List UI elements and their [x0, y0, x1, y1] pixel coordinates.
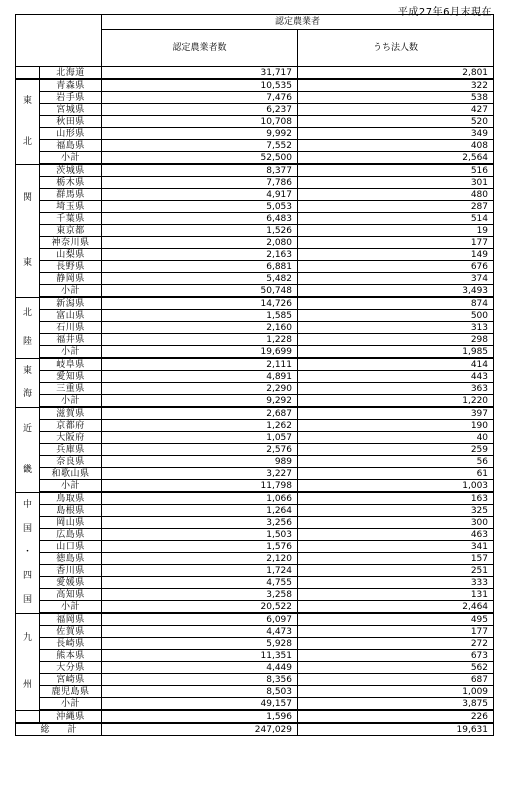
prefecture-name: 鹿児島県	[40, 686, 102, 698]
corporation-count: 516	[298, 164, 494, 177]
prefecture-name: 愛媛県	[40, 577, 102, 589]
certified-farmer-count: 8,356	[102, 674, 298, 686]
prefecture-name: 埼玉県	[40, 201, 102, 213]
certified-farmers-table	[15, 14, 494, 736]
prefecture-name: 大阪府	[40, 432, 102, 444]
prefecture-name: 長野県	[40, 261, 102, 273]
table-row	[16, 383, 494, 395]
certified-farmer-count: 1,526	[102, 225, 298, 237]
certified-farmer-count: 8,503	[102, 686, 298, 698]
prefecture-name: 山形県	[40, 128, 102, 140]
table-row	[16, 710, 494, 723]
certified-farmer-count: 10,708	[102, 116, 298, 128]
region-char: 国	[22, 523, 32, 534]
prefecture-name: 沖縄県	[40, 710, 102, 723]
table-row	[16, 164, 494, 177]
region-label	[16, 79, 40, 164]
corporation-count: 1,985	[298, 346, 494, 359]
region-label	[16, 407, 40, 492]
corporation-count: 874	[298, 297, 494, 310]
table-row	[16, 152, 494, 165]
prefecture-name: 長崎県	[40, 638, 102, 650]
region-label	[16, 67, 40, 80]
table-row	[16, 67, 494, 80]
table-row	[16, 92, 494, 104]
corporation-count: 349	[298, 128, 494, 140]
certified-farmer-count: 6,097	[102, 613, 298, 626]
certified-farmer-count: 2,111	[102, 358, 298, 371]
table-row	[16, 468, 494, 480]
prefecture-name: 香川県	[40, 565, 102, 577]
region-label	[16, 613, 40, 710]
table-row	[16, 480, 494, 493]
prefecture-name: 千葉県	[40, 213, 102, 225]
table-row	[16, 79, 494, 92]
region-char: 州	[22, 680, 32, 690]
certified-farmer-count: 50,748	[102, 285, 298, 298]
prefecture-name: 青森県	[40, 79, 102, 92]
corporation-count: 61	[298, 468, 494, 480]
corporation-count: 157	[298, 553, 494, 565]
certified-farmer-count: 1,057	[102, 432, 298, 444]
corporation-count: 463	[298, 529, 494, 541]
prefecture-name: 茨城県	[40, 164, 102, 177]
grand-total-row	[16, 723, 494, 736]
corporation-count: 427	[298, 104, 494, 116]
certified-farmer-count: 4,917	[102, 189, 298, 201]
corporation-count: 287	[298, 201, 494, 213]
region-char: 海	[22, 389, 32, 399]
region-char: 四	[22, 571, 32, 582]
table-row	[16, 613, 494, 626]
corporation-count: 1,003	[298, 480, 494, 493]
table-row	[16, 565, 494, 577]
table-row	[16, 285, 494, 298]
prefecture-name: 山梨県	[40, 249, 102, 261]
corporation-count: 2,564	[298, 152, 494, 165]
certified-farmer-count: 3,256	[102, 517, 298, 529]
certified-farmer-count: 7,786	[102, 177, 298, 189]
prefecture-name: 島根県	[40, 505, 102, 517]
table-row	[16, 529, 494, 541]
corporation-count: 177	[298, 237, 494, 249]
table-row	[16, 492, 494, 505]
prefecture-name: 山口県	[40, 541, 102, 553]
certified-farmer-count: 1,576	[102, 541, 298, 553]
certified-farmer-count: 7,476	[102, 92, 298, 104]
corporation-count: 272	[298, 638, 494, 650]
subtotal-label: 小計	[40, 152, 102, 165]
certified-farmer-count: 9,292	[102, 395, 298, 408]
corporation-count: 251	[298, 565, 494, 577]
corporation-count: 363	[298, 383, 494, 395]
certified-farmer-count: 2,160	[102, 322, 298, 334]
subtotal-label: 小計	[40, 698, 102, 711]
corporation-count: 325	[298, 505, 494, 517]
region-label	[16, 358, 40, 407]
subtotal-label: 小計	[40, 285, 102, 298]
table-row	[16, 541, 494, 553]
table-row	[16, 249, 494, 261]
prefecture-name: 宮崎県	[40, 674, 102, 686]
prefecture-name: 群馬県	[40, 189, 102, 201]
corporation-count: 538	[298, 92, 494, 104]
region-char: 中	[22, 500, 32, 511]
prefecture-name: 神奈川県	[40, 237, 102, 249]
corporation-count: 177	[298, 626, 494, 638]
table-row	[16, 310, 494, 322]
certified-farmer-count: 6,483	[102, 213, 298, 225]
corporation-count: 500	[298, 310, 494, 322]
prefecture-name: 福岡県	[40, 613, 102, 626]
prefecture-name: 岡山県	[40, 517, 102, 529]
certified-farmer-count: 6,237	[102, 104, 298, 116]
corporation-count: 374	[298, 273, 494, 285]
certified-farmer-count: 49,157	[102, 698, 298, 711]
region-char: 国	[22, 594, 32, 605]
table-row	[16, 638, 494, 650]
certified-farmer-count: 9,992	[102, 128, 298, 140]
corporation-count: 414	[298, 358, 494, 371]
corporation-count: 1,009	[298, 686, 494, 698]
prefecture-name: 東京都	[40, 225, 102, 237]
region-char: 東	[22, 366, 32, 376]
table-row	[16, 213, 494, 225]
table-row	[16, 177, 494, 189]
prefecture-name: 宮城県	[40, 104, 102, 116]
table-body	[16, 67, 494, 736]
prefecture-name: 岐阜県	[40, 358, 102, 371]
corporation-count: 2,801	[298, 67, 494, 80]
certified-farmer-count: 11,351	[102, 650, 298, 662]
region-char: 東	[22, 258, 32, 268]
subtotal-label: 小計	[40, 346, 102, 359]
header-total: 認定農業者数	[102, 30, 298, 67]
corporation-count: 687	[298, 674, 494, 686]
table-row	[16, 662, 494, 674]
region-char: 畿	[22, 465, 32, 475]
table-row	[16, 128, 494, 140]
corporation-count: 1,220	[298, 395, 494, 408]
prefecture-name: 福井県	[40, 334, 102, 346]
table-row	[16, 505, 494, 517]
table-row	[16, 407, 494, 420]
corporation-count: 313	[298, 322, 494, 334]
certified-farmer-count: 8,377	[102, 164, 298, 177]
corporation-count: 443	[298, 371, 494, 383]
region-label	[16, 297, 40, 358]
table-row	[16, 650, 494, 662]
corporation-count: 40	[298, 432, 494, 444]
certified-farmer-count: 1,585	[102, 310, 298, 322]
corporation-count: 673	[298, 650, 494, 662]
certified-farmer-count: 5,482	[102, 273, 298, 285]
certified-farmer-count: 1,262	[102, 420, 298, 432]
table-row	[16, 261, 494, 273]
table-row	[16, 686, 494, 698]
prefecture-name: 秋田県	[40, 116, 102, 128]
table-row	[16, 432, 494, 444]
certified-farmer-count: 10,535	[102, 79, 298, 92]
table-row	[16, 334, 494, 346]
table-row	[16, 297, 494, 310]
table-row	[16, 322, 494, 334]
corporation-count: 56	[298, 456, 494, 468]
region-char: 北	[22, 137, 32, 148]
prefecture-name: 和歌山県	[40, 468, 102, 480]
grand-total-corps: 19,631	[298, 723, 494, 736]
certified-farmer-count: 1,066	[102, 492, 298, 505]
header-corner	[16, 15, 102, 67]
certified-farmer-count: 6,881	[102, 261, 298, 273]
corporation-count: 562	[298, 662, 494, 674]
region-char: 東	[22, 96, 32, 107]
region-char: 九	[22, 633, 32, 643]
corporation-count: 408	[298, 140, 494, 152]
corporation-count: 3,875	[298, 698, 494, 711]
table-row	[16, 140, 494, 152]
certified-farmer-count: 4,449	[102, 662, 298, 674]
corporation-count: 333	[298, 577, 494, 589]
certified-farmer-count: 3,227	[102, 468, 298, 480]
subtotal-label: 小計	[40, 395, 102, 408]
region-char: 陸	[22, 337, 32, 347]
table-row	[16, 553, 494, 565]
prefecture-name: 福島県	[40, 140, 102, 152]
certified-farmer-count: 2,576	[102, 444, 298, 456]
prefecture-name: 北海道	[40, 67, 102, 80]
subtotal-label: 小計	[40, 601, 102, 614]
corporation-count: 301	[298, 177, 494, 189]
certified-farmer-count: 5,928	[102, 638, 298, 650]
certified-farmer-count: 989	[102, 456, 298, 468]
region-char: 近	[22, 424, 32, 434]
corporation-count: 514	[298, 213, 494, 225]
certified-farmer-count: 31,717	[102, 67, 298, 80]
region-char: 関	[22, 193, 32, 203]
table-row	[16, 358, 494, 371]
grand-total-farmers: 247,029	[102, 723, 298, 736]
corporation-count: 3,493	[298, 285, 494, 298]
region-label	[16, 164, 40, 297]
table-row	[16, 517, 494, 529]
header-corp: うち法人数	[298, 30, 494, 67]
certified-farmer-count: 2,290	[102, 383, 298, 395]
as-of-date: 平成27年6月末現在	[397, 7, 492, 18]
prefecture-name: 徳島県	[40, 553, 102, 565]
table-row	[16, 698, 494, 711]
corporation-count: 163	[298, 492, 494, 505]
table-row	[16, 601, 494, 614]
table-row	[16, 346, 494, 359]
region-label	[16, 710, 40, 723]
header-group: 認定農業者	[102, 15, 494, 30]
table-row	[16, 201, 494, 213]
prefecture-name: 奈良県	[40, 456, 102, 468]
prefecture-name: 岩手県	[40, 92, 102, 104]
corporation-count: 131	[298, 589, 494, 601]
certified-farmer-count: 1,264	[102, 505, 298, 517]
prefecture-name: 広島県	[40, 529, 102, 541]
table-row	[16, 225, 494, 237]
certified-farmer-count: 52,500	[102, 152, 298, 165]
corporation-count: 300	[298, 517, 494, 529]
certified-farmer-count: 11,798	[102, 480, 298, 493]
certified-farmer-count: 2,687	[102, 407, 298, 420]
table-row	[16, 189, 494, 201]
table-row	[16, 116, 494, 128]
certified-farmer-count: 1,724	[102, 565, 298, 577]
corporation-count: 397	[298, 407, 494, 420]
certified-farmer-count: 2,080	[102, 237, 298, 249]
table-row	[16, 371, 494, 383]
prefecture-name: 三重県	[40, 383, 102, 395]
certified-farmer-count: 4,473	[102, 626, 298, 638]
subtotal-label: 小計	[40, 480, 102, 493]
prefecture-name: 石川県	[40, 322, 102, 334]
table-row	[16, 273, 494, 285]
table-row	[16, 237, 494, 249]
corporation-count: 259	[298, 444, 494, 456]
corporation-count: 322	[298, 79, 494, 92]
corporation-count: 495	[298, 613, 494, 626]
corporation-count: 520	[298, 116, 494, 128]
prefecture-name: 高知県	[40, 589, 102, 601]
certified-farmer-count: 19,699	[102, 346, 298, 359]
certified-farmer-count: 14,726	[102, 297, 298, 310]
region-char: ・	[22, 547, 32, 558]
table-row	[16, 420, 494, 432]
corporation-count: 2,464	[298, 601, 494, 614]
certified-farmer-count: 2,163	[102, 249, 298, 261]
prefecture-name: 愛知県	[40, 371, 102, 383]
grand-total-label: 総 計	[16, 723, 102, 736]
prefecture-name: 新潟県	[40, 297, 102, 310]
certified-farmer-count: 3,258	[102, 589, 298, 601]
certified-farmer-count: 2,120	[102, 553, 298, 565]
table-row	[16, 444, 494, 456]
prefecture-name: 静岡県	[40, 273, 102, 285]
region-label	[16, 492, 40, 613]
corporation-count: 676	[298, 261, 494, 273]
corporation-count: 19	[298, 225, 494, 237]
table-row	[16, 674, 494, 686]
corporation-count: 298	[298, 334, 494, 346]
region-char: 北	[22, 308, 32, 318]
table-row	[16, 577, 494, 589]
prefecture-name: 滋賀県	[40, 407, 102, 420]
prefecture-name: 京都府	[40, 420, 102, 432]
corporation-count: 149	[298, 249, 494, 261]
prefecture-name: 佐賀県	[40, 626, 102, 638]
certified-farmer-count: 7,552	[102, 140, 298, 152]
prefecture-name: 富山県	[40, 310, 102, 322]
certified-farmer-count: 4,891	[102, 371, 298, 383]
certified-farmer-count: 1,228	[102, 334, 298, 346]
certified-farmer-count: 5,053	[102, 201, 298, 213]
corporation-count: 226	[298, 710, 494, 723]
corporation-count: 341	[298, 541, 494, 553]
corporation-count: 480	[298, 189, 494, 201]
table-row	[16, 395, 494, 408]
certified-farmer-count: 1,596	[102, 710, 298, 723]
table-row	[16, 456, 494, 468]
certified-farmer-count: 4,755	[102, 577, 298, 589]
table-row	[16, 589, 494, 601]
corporation-count: 190	[298, 420, 494, 432]
prefecture-name: 兵庫県	[40, 444, 102, 456]
prefecture-name: 熊本県	[40, 650, 102, 662]
prefecture-name: 栃木県	[40, 177, 102, 189]
prefecture-name: 鳥取県	[40, 492, 102, 505]
table-row	[16, 104, 494, 116]
prefecture-name: 大分県	[40, 662, 102, 674]
certified-farmer-count: 20,522	[102, 601, 298, 614]
table-row	[16, 626, 494, 638]
certified-farmer-count: 1,503	[102, 529, 298, 541]
